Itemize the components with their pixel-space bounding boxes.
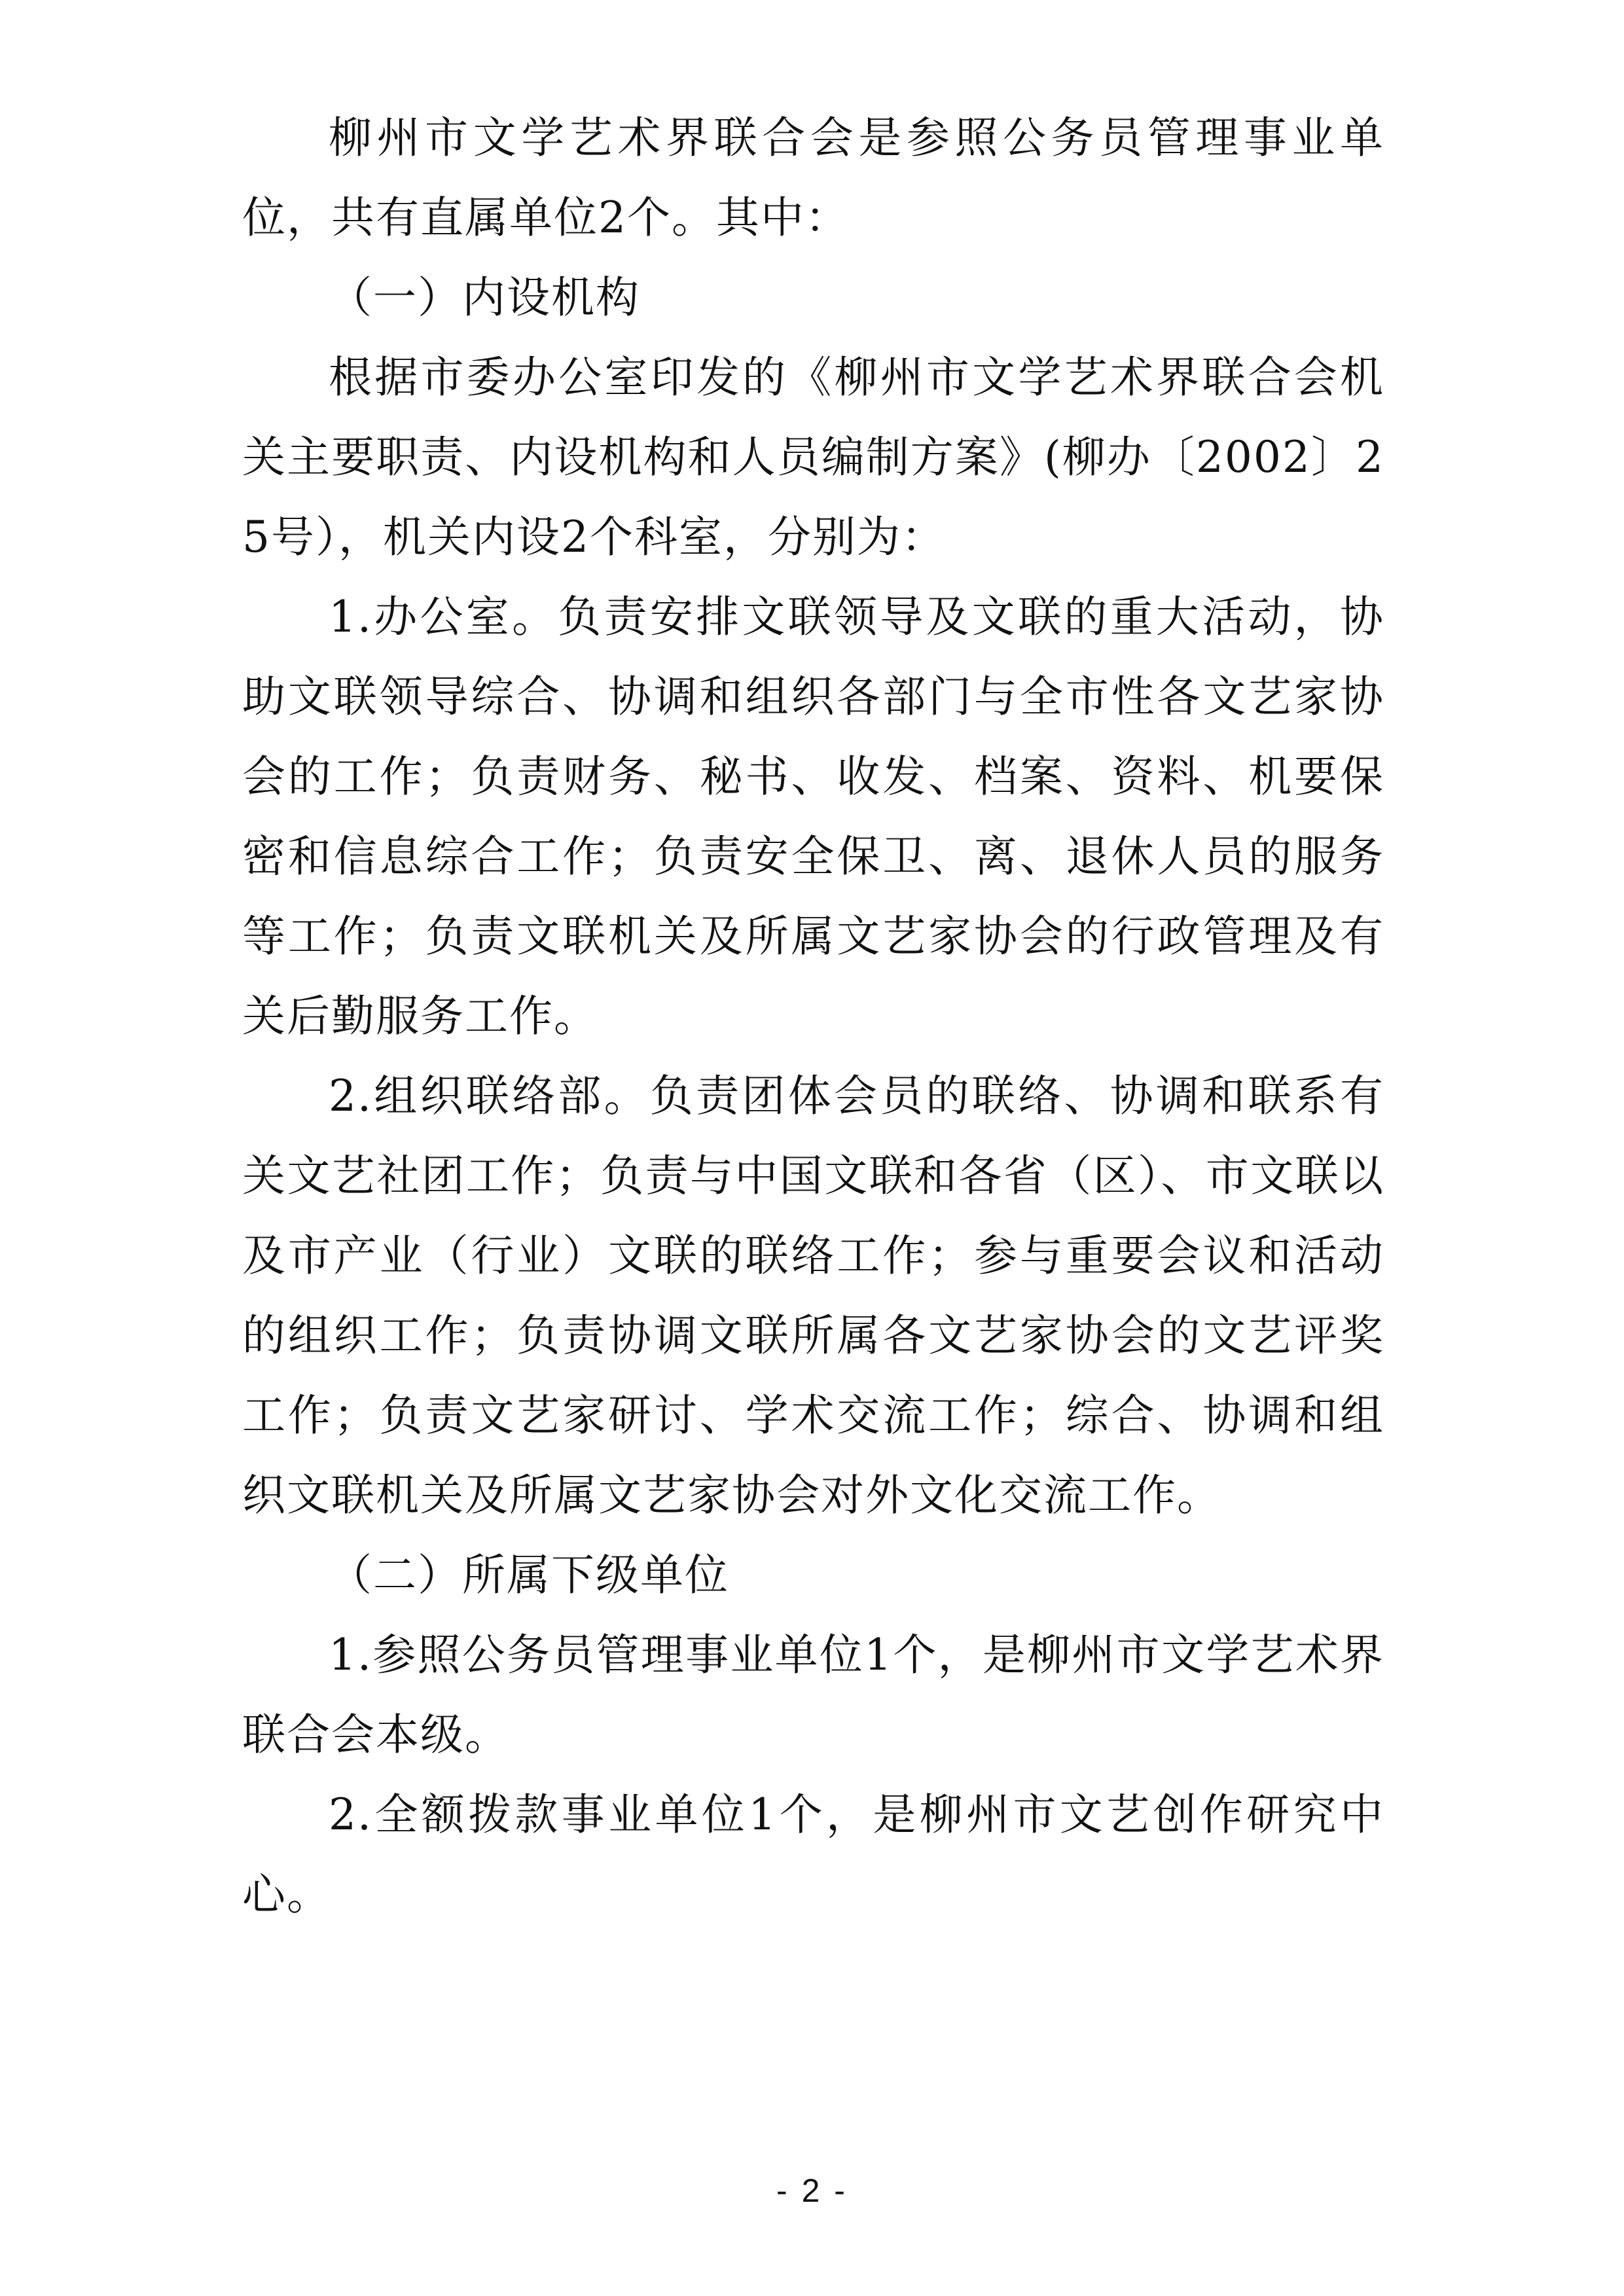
intro-paragraph: 柳州市文学艺术界联合会是参照公务员管理事业单位，共有直属单位2个。其中： [242,113,1384,243]
subordinate-unit-2-paragraph: 2.全额拨款事业单位1个，是柳州市文艺创作研究中心。 [242,1789,1384,1920]
liaison-department-paragraph: 2.组织联络部。负责团体会员的联络、协调和联系有关文艺社团工作；负责与中国文联和各省（区）、市文联以及市产业（行业）文联的联络工作；参与重要会议和活动的组织工作；负责协调文联所属各文艺家协会的文艺评奖工作；负责文艺家研讨、学术交流工作；综合、协调和组织文联机关及所属文艺家协会对外文化交流工作。 [242,1071,1384,1520]
page-number: - 2 - [776,2172,848,2209]
subordinate-unit-1-paragraph: 1.参照公务员管理事业单位1个，是柳州市文学艺术界联合会本级。 [242,1630,1384,1760]
internal-structure-paragraph: 根据市委办公室印发的《柳州市文学艺术界联合会机关主要职责、内设机构和人员编制方案》(柳办〔2002〕25号），机关内设2个科室，分别为： [242,352,1384,562]
section-heading-internal-structure: （一）内设机构 [329,272,640,323]
document-body [242,98,1384,1935]
section-heading-subordinate-units: （二）所属下级单位 [329,1550,729,1600]
office-duties-paragraph: 1.办公室。负责安排文联领导及文联的重大活动，协助文联领导综合、协调和组织各部门与全市性各文艺家协会的工作；负责财务、秘书、收发、档案、资料、机要保密和信息综合工作；负责安全保卫、离、退休人员的服务等工作；负责文联机关及所属文艺家协会的行政管理及有关后勤服务工作。 [242,592,1384,1041]
